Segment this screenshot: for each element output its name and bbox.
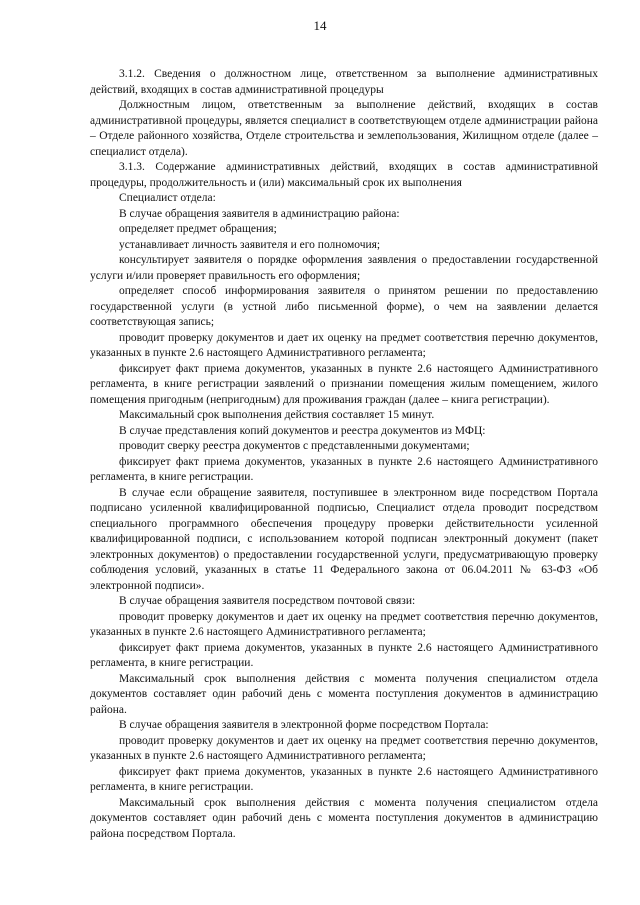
paragraph-records-receipt-4: фиксирует факт приема документов, указанных в пункте 2.6 настоящего Административного регламента, в книге регистрации. — [90, 765, 598, 793]
paragraph-records-receipt-3: фиксирует факт приема документов, указанных в пункте 2.6 настоящего Административного регламента, в книге регистрации. — [90, 641, 598, 669]
paragraph-case-mfc: В случае представления копий документов и реестра документов из МФЦ: — [119, 424, 486, 437]
page-number: 14 — [313, 18, 327, 33]
paragraph-responsible-official: Должностным лицом, ответственным за выполнение действий, входящих в состав административной процедуры, является специалист в соответствующем отделе администрации района – Отделе районного хозяйства, Отделе строительства и землепользования, Жилищном отделе (далее – специалист отдела). — [90, 99, 598, 158]
paragraph-registry-check: проводит сверку реестра документов с представленными документами; — [119, 440, 470, 452]
paragraph-checks-documents-3: проводит проверку документов и дает их оценку на предмет соответствия перечню документов, указанных в пункте 2.6 настоящего Административного регламента; — [90, 734, 598, 762]
paragraph-identity: устанавливает личность заявителя и его полномочия; — [119, 238, 381, 251]
paragraph-max-time-postal: Максимальный срок выполнения действия с момента получения специалистом отдела документов составляет один рабочий день с момента поступления документов в администрацию района. — [90, 672, 598, 716]
paragraph-records-receipt-2: фиксирует факт приема документов, указанных в пункте 2.6 настоящего Административного регламента, в книге регистрации. — [90, 455, 598, 483]
paragraph-checks-documents-2: проводит проверку документов и дает их оценку на предмет соответствия перечню документов, указанных в пункте 2.6 настоящего Административного регламента; — [90, 610, 598, 638]
paragraph-3-1-2-heading: 3.1.2. Сведения о должностном лице, ответственном за выполнение административных действий, входящих в состав административной процедуры — [90, 68, 598, 96]
paragraph-specialist-intro: Специалист отдела: — [119, 192, 216, 204]
paragraph-case-admin: В случае обращения заявителя в администрацию района: — [119, 207, 400, 220]
paragraph-max-time-portal: Максимальный срок выполнения действия с момента получения специалистом отдела документов составляет один рабочий день с момента поступления документов в администрацию района посредством Портала. — [90, 796, 598, 840]
paragraph-case-portal: В случае обращения заявителя в электронной форме посредством Портала: — [119, 719, 489, 731]
paragraph-consults: консультирует заявителя о порядке оформления заявления о предоставлении государственной услуги и/или проверяет правильность его оформления; — [90, 254, 598, 282]
document-body — [90, 67, 598, 842]
paragraph-records-receipt-1: фиксирует факт приема документов, указанных в пункте 2.6 настоящего Административного регламента, в книге регистрации заявлений о признании помещения жилым помещением, жилого помещения пригодным (непригодным) для проживания граждан (далее – книга регистрации). — [90, 362, 598, 406]
paragraph-max-time-15: Максимальный срок выполнения действия составляет 15 минут. — [119, 409, 435, 421]
paragraph-case-postal: В случае обращения заявителя посредством почтовой связи: — [119, 595, 416, 607]
paragraph-3-1-3-heading: 3.1.3. Содержание административных действий, входящих в состав административной процедуры, продолжительность и (или) максимальный срок их выполнения — [90, 161, 598, 189]
paragraph-determines-subject: определяет предмет обращения; — [119, 223, 277, 235]
paragraph-checks-documents-1: проводит проверку документов и дает их оценку на предмет соответствия перечню документов, указанных в пункте 2.6 настоящего Административного регламента; — [90, 331, 598, 359]
paragraph-informing-method: определяет способ информирования заявителя о принятом решении по предоставлению государственной услуги (в устной либо письменной форме), о чем на заявлении делается соответствующая запись; — [90, 285, 598, 328]
paragraph-electronic-signature: В случае если обращение заявителя, поступившее в электронном виде посредством Портала подписано усиленной квалифицированной подписью, Специалист отдела проводит посредством специального программного обеспечения процедуру проверки действительности усиленной квалифицированной подписи, с использованием которой подписан электронный документ (пакет электронных документов) о предоставлении государственной услуги, предусматривающую проверку соблюдения условий, указанных в статье 11 Федерального закона от 06.04.2011 № 63-ФЗ «Об электронной подписи». — [90, 486, 598, 592]
